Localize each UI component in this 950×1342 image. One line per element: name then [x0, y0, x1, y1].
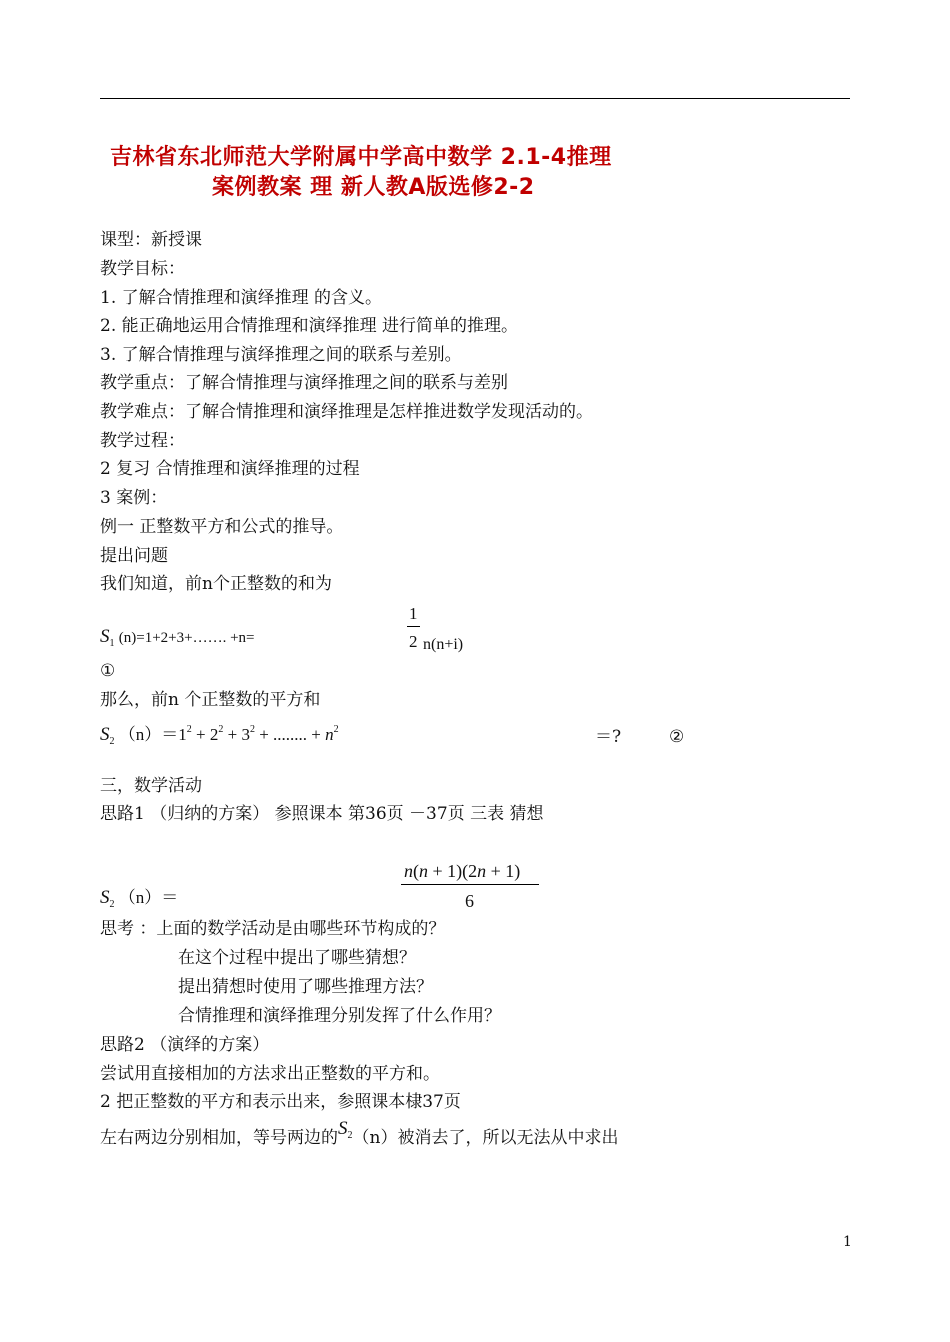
formula-1-s: S	[100, 626, 110, 647]
formula-1-tail: n(n+i)	[423, 636, 464, 653]
formula-3-numerator	[404, 860, 520, 882]
think-q3: 合情推理和演绎推理分别发挥了什么作用？	[178, 1006, 501, 1026]
formula-2-plus-1: +	[191, 725, 210, 744]
review-line: 2 复习 合情推理和演绎推理的过程	[100, 459, 360, 479]
last-line-a: 左右两边分别相加，等号两边的	[100, 1128, 338, 1148]
formula-3-paren: (	[413, 861, 419, 881]
formula-1-sub: 1	[109, 638, 115, 649]
formula-2-s: S	[100, 724, 110, 745]
formula-3-s: S	[100, 887, 110, 908]
formula-2	[100, 719, 339, 753]
then-line: 那么，前n 个正整数的平方和	[100, 690, 321, 710]
formula-2-rhs: ＝?	[595, 727, 622, 747]
formula-4-s: S	[338, 1118, 348, 1139]
goal-3: 3. 了解合情推理与演绎推理之间的联系与差别。	[100, 345, 462, 365]
goals-heading: 教学目标：	[100, 259, 185, 279]
known-line: 我们知道，前n个正整数的和为	[100, 574, 332, 594]
formula-1-denominator: 2	[409, 632, 418, 651]
formula-2-term-2: 2	[209, 725, 219, 744]
formula-3-n1: n	[404, 861, 413, 881]
formula-4-sub: 2	[347, 1130, 353, 1141]
formula-2-lhs: （n）＝	[118, 725, 179, 744]
question-heading: 提出问题	[100, 546, 168, 566]
last-line	[100, 1118, 619, 1156]
think-line: 思考 ：上面的数学活动是由哪些环节构成的？	[100, 919, 446, 939]
formula-3-denominator: 6	[465, 891, 474, 911]
doc-title-line1: 吉林省东北师范大学附属中学高中数学 2.1-4推理	[110, 145, 612, 170]
formula-2-plus-2: +	[223, 725, 242, 744]
think-q1: 在这个过程中提出了哪些猜想？	[178, 948, 416, 968]
formula-2-exp-2: 2	[218, 724, 224, 735]
formula-3-n2: n	[419, 861, 428, 881]
formula-1-numerator: 1	[409, 604, 418, 623]
formula-1-expr: (n)=1+2+3+……. +n=	[118, 630, 255, 646]
example-1: 例一 正整数平方和公式的推导。	[100, 517, 344, 537]
formula-1-lhs	[100, 626, 255, 655]
formula-3-lhs-text: （n）＝	[118, 888, 179, 907]
formula-3-sub: 2	[109, 899, 115, 910]
goal-1: 1. 了解合情推理和演绎推理 的含义。	[100, 288, 383, 308]
formula-3-end: + 1)	[486, 861, 521, 881]
circle-2: ②	[669, 727, 685, 747]
process-heading: 教学过程：	[100, 431, 185, 451]
goal-2: 2. 能正确地运用合情推理和演绎推理 进行简单的推理。	[100, 316, 519, 336]
formula-1-fraction-bar	[407, 626, 420, 627]
formula-2-sub: 2	[109, 736, 115, 747]
formula-2-term-1: 1	[178, 725, 187, 744]
step-2: 2 把正整数的平方和表示出来，参照课本棣37页	[100, 1092, 461, 1112]
page-number: 1	[843, 1234, 852, 1250]
activity-heading: 三，数学活动	[100, 776, 202, 796]
last-line-b: （n）被消去了，所以无法从中求出	[352, 1128, 619, 1148]
idea-2: 思路2 （演绎的方案）	[100, 1035, 270, 1055]
idea-1: 思路1 （归纳的方案） 参照课本 第36页 －37页 三表 猜想	[100, 804, 544, 824]
key-point: 教学重点：了解合情推理与演绎推理之间的联系与差别	[100, 373, 508, 393]
cases-line: 3 案例：	[100, 488, 168, 508]
formula-3-lhs	[100, 887, 178, 916]
formula-2-term-n: n	[325, 725, 334, 744]
header-rule	[100, 98, 850, 99]
try-line: 尝试用直接相加的方法求出正整数的平方和。	[100, 1064, 440, 1084]
doc-title-line2: 案例教案 理 新人教A版选修2-2	[212, 175, 535, 200]
circle-1: ①	[100, 661, 116, 681]
formula-3-n3: n	[477, 861, 487, 881]
formula-2-term-3: 3	[241, 725, 250, 744]
formula-2-exp-3: 2	[249, 724, 255, 735]
difficulty: 教学难点：了解合情推理和演绎推理是怎样推进数学发现活动的。	[100, 402, 593, 422]
formula-2-exp-1: 2	[186, 724, 192, 735]
formula-2-dots: + ........ +	[254, 725, 326, 744]
formula-3-mid: + 1)(2	[428, 861, 478, 881]
formula-2-exp-n: 2	[333, 724, 339, 735]
think-q2: 提出猜想时使用了哪些推理方法？	[178, 977, 433, 997]
course-type: 课型：新授课	[100, 230, 202, 250]
formula-3-fraction-bar	[401, 884, 539, 885]
